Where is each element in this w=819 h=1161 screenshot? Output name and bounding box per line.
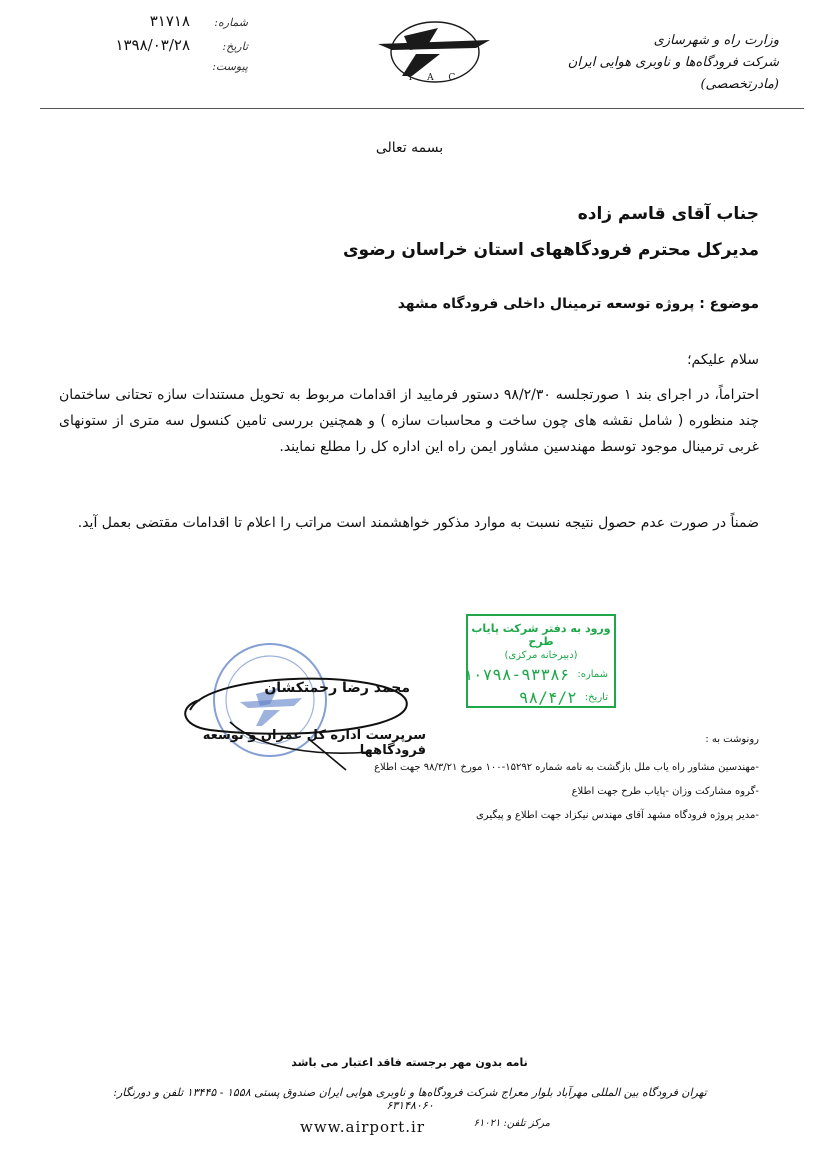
logo-text: I A C: [408, 73, 462, 83]
attachment-row: [88, 60, 248, 84]
footer-phone-center: مرکز تلفن: ۶۱۰۲۱: [473, 1118, 550, 1129]
recipient-name: جناب آقای قاسم زاده: [577, 204, 759, 224]
validity-note: نامه بدون مهر برجسته فاقد اعتبار می باشد: [291, 1056, 528, 1069]
stamp-subtitle: (دبیرخانه مرکزی): [504, 650, 578, 661]
recipient-title: مدیرکل محترم فرودگاههای استان خراسان رضوی: [342, 240, 759, 260]
attachment-label: پیوست:: [212, 60, 248, 73]
letter-metadata: [88, 12, 248, 84]
number-label: شماره:: [214, 16, 248, 29]
ministry-name: وزارت راه و شهرسازی: [653, 33, 779, 48]
basmala: بسمه تعالی: [375, 140, 444, 156]
date-value: ۱۳۹۸/۰۳/۲۸: [115, 36, 190, 54]
footer-website: www.airport.ir: [300, 1118, 425, 1136]
stamp-title: ورود به دفتر شرکت پایاب طرح: [471, 622, 611, 648]
stamp-number-label: شماره:: [577, 669, 608, 680]
stamp-number-row: [463, 665, 614, 684]
signer-name: محمد رضا رحمتکشان: [264, 680, 410, 696]
iac-logo: [372, 14, 498, 84]
list-item: -مهندسین مشاور راه یاب ملل بازگشت به نامه شماره ۱۵۲۹۲-۱۰۰ مورخ ۹۸/۳/۲۱ جهت اطلاع: [374, 762, 759, 773]
footer-address: تهران فرودگاه بین المللی مهرآباد بلوار معراج شرکت فرودگاه‌ها و ناوبری هوایی ایران صندوق پستی ۱۵۵۸ - ۱۳۴۴۵ تلفن و دورنگار: ۶۳۱۴۸۰۶۰: [113, 1086, 707, 1112]
organization-header: [539, 30, 779, 96]
list-item: -مدیر پروژه فرودگاه مشهد آقای مهندس نیکزاد جهت اطلاع و پیگیری: [475, 810, 759, 821]
received-stamp: [463, 614, 616, 708]
list-item: -گروه مشارکت وزان -پایاب طرح جهت اطلاع: [571, 786, 759, 797]
cc-list: [299, 756, 759, 828]
stamp-date-label: تاریخ:: [584, 692, 608, 703]
greeting: سلام علیکم؛: [687, 352, 759, 368]
company-name: شرکت فرودگاه‌ها و ناوبری هوایی ایران (مادرتخصصی): [567, 55, 779, 92]
date-label: تاریخ:: [222, 40, 248, 53]
date-row: [88, 36, 248, 60]
letter-subject: موضوع : پروژه توسعه ترمینال داخلی فرودگاه مشهد: [397, 296, 759, 312]
signer-title: سرپرست اداره کل عمران و توسعه فرودگاهها: [202, 728, 426, 758]
number-row: [88, 12, 248, 36]
cc-header: رونوشت به :: [705, 734, 759, 745]
stamp-date-row: [468, 688, 614, 707]
paragraph-followup: ضمناً در صورت عدم حصول نتیجه نسبت به موارد مذکور خواهشمند است مراتب را اعلام تا اقدامات مقتضی بعمل آید.: [77, 515, 759, 531]
stamp-date-value: ۹۸/۴/۲: [518, 688, 577, 707]
header-divider: [40, 108, 804, 109]
number-value: ۳۱۷۱۸: [149, 12, 190, 30]
paragraph-main: احتراماً، در اجرای بند ۱ صورتجلسه ۹۸/۲/۳۰ دستور فرمایید از اقدامات مربوط به تحویل مستندات سازه تحتانی ساختمان چند منظوره ( شامل نقشه های چون ساخت و محاسبات سازه ) و همچنین بررسی تامین کنسول سه متری از ستونهای غربی ترمینال موجود توسط مهندسین مشاور ایمن راه این اداره کل را مطلع نمایند.: [59, 387, 759, 455]
stamp-number-value: ۱۰۷۹۸-۹۳۳۸۶: [463, 665, 570, 684]
